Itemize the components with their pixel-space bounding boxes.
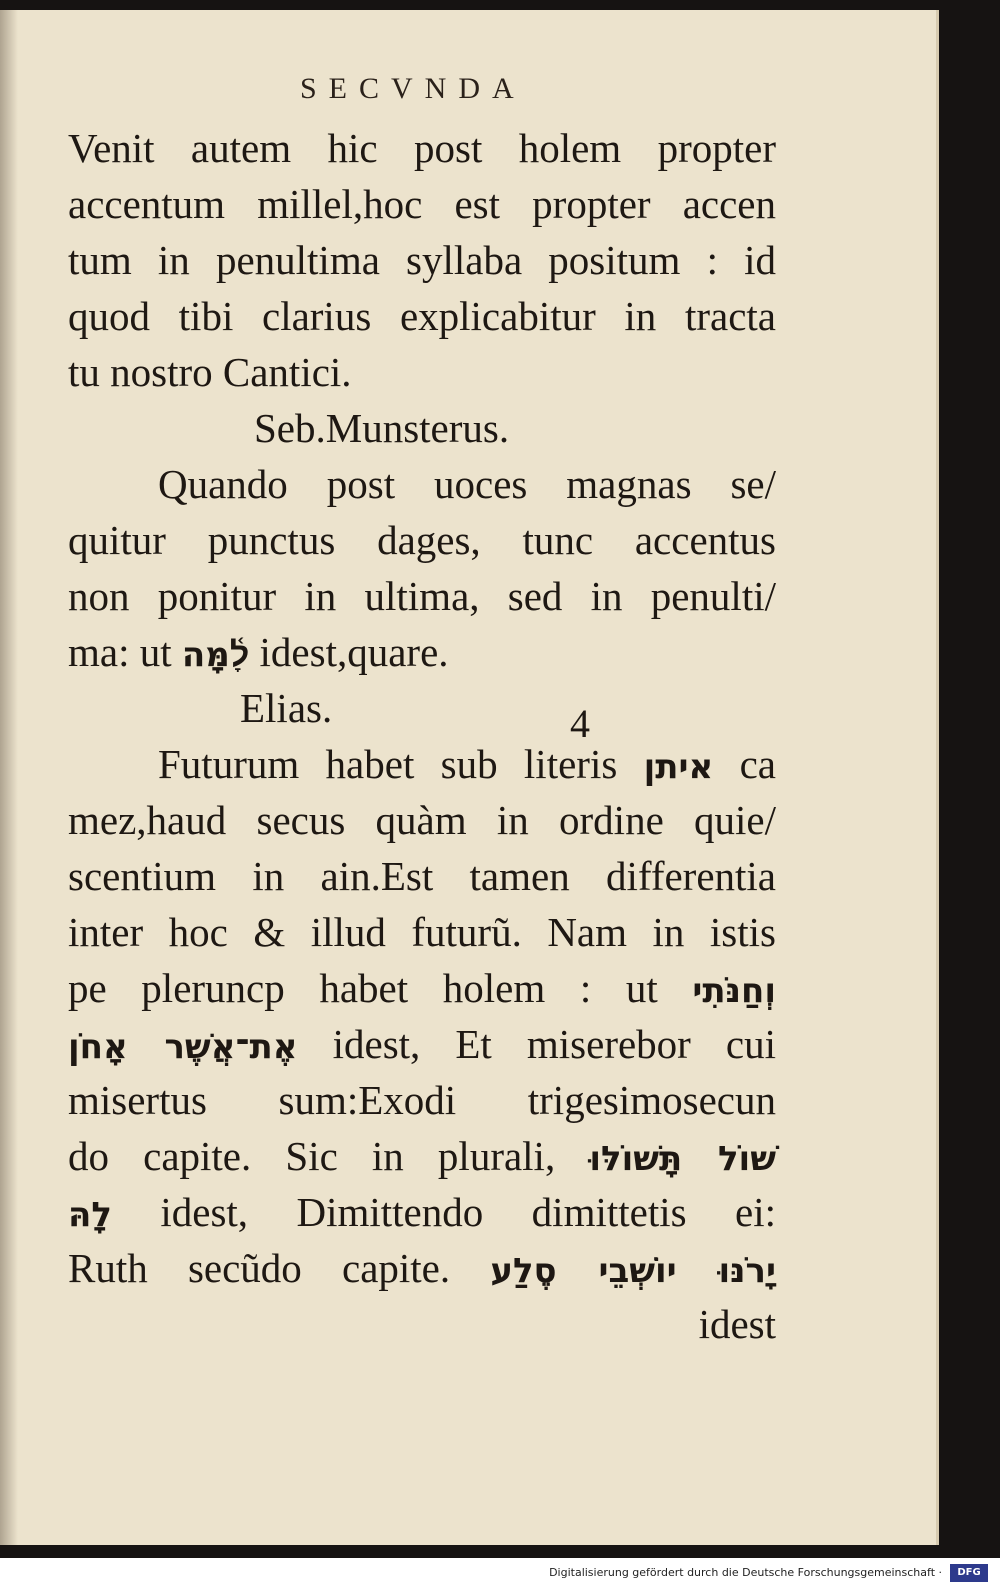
page-gutter-shadow bbox=[0, 10, 18, 1545]
text-line: inter hoc & illud futurũ. Nam in istis bbox=[68, 909, 776, 955]
text-line: quitur punctus dages, tunc accentus bbox=[68, 517, 776, 563]
text-segment: idest, Et miserebor cui bbox=[297, 1021, 776, 1067]
signature-mark: 4 bbox=[570, 701, 590, 746]
text-line: accentum millel,hoc est propter accen bbox=[68, 181, 776, 227]
running-head: SECVNDA bbox=[300, 72, 526, 105]
hebrew-word: אֶת־אֲשֶׁר אָחֹן bbox=[68, 1027, 298, 1067]
text-line: misertus sum:Exodi trigesimosecun bbox=[68, 1077, 776, 1123]
text-line bbox=[68, 1184, 776, 1240]
text-line: tu nostro Cantici. bbox=[68, 349, 352, 395]
text-line bbox=[68, 1128, 776, 1184]
body-text bbox=[68, 120, 776, 1352]
text-line bbox=[68, 736, 776, 792]
section-heading-elias: Elias. bbox=[240, 685, 333, 731]
text-segment: do capite. Sic in plurali, bbox=[68, 1133, 590, 1179]
hebrew-word: וְחַנֹּתִי bbox=[692, 971, 776, 1011]
text-line: quod tibi clarius explicabitur in tracta bbox=[68, 293, 776, 339]
book-page bbox=[0, 10, 939, 1545]
text-line: Quando post uoces magnas se/ bbox=[158, 461, 776, 507]
text-line: Venit autem hic post holem propter bbox=[68, 125, 776, 171]
text-segment: Ruth secũdo capite. bbox=[68, 1245, 491, 1291]
text-line: non ponitur in ultima, sed in penulti/ bbox=[68, 573, 776, 619]
text-segment: idest,quare. bbox=[249, 629, 449, 675]
text-segment: ca bbox=[713, 741, 776, 787]
footer-bar bbox=[0, 1558, 1000, 1591]
hebrew-word: לָהּ bbox=[68, 1195, 112, 1235]
hebrew-word: שׁוֹל תָּשׁוֹלּוּ bbox=[589, 1139, 777, 1179]
text-segment: idest, Dimittendo dimittetis ei: bbox=[111, 1189, 776, 1235]
text-line: scentium in ain.Est tamen differentia bbox=[68, 853, 776, 899]
dfg-logo-icon: DFG bbox=[950, 1564, 988, 1582]
hebrew-word: לָ֫מָּה bbox=[181, 635, 250, 675]
footer-credit: Digitalisierung gefördert durch die Deutsche Forschungsgemeinschaft · bbox=[549, 1566, 942, 1579]
text-line bbox=[68, 1240, 776, 1296]
text-line: mez,haud secus quàm in ordine quie/ bbox=[68, 797, 776, 843]
section-heading-munsterus: Seb.Munsterus. bbox=[254, 405, 510, 451]
text-segment: pe pleruncp habet holem : ut bbox=[68, 965, 693, 1011]
text-segment: ma: ut bbox=[68, 629, 182, 675]
hebrew-word: איתן bbox=[643, 747, 714, 787]
hebrew-word: יָרֹנּוּ יוֹשְׁבֵי סֶלַע bbox=[490, 1251, 776, 1291]
text-line: tum in penultima syllaba positum : id bbox=[68, 237, 776, 283]
text-line bbox=[68, 1016, 776, 1072]
text-line bbox=[68, 624, 776, 680]
catchword: idest bbox=[698, 1301, 776, 1347]
text-line bbox=[68, 960, 776, 1016]
text-segment: Futurum habet sub literis bbox=[158, 741, 644, 787]
